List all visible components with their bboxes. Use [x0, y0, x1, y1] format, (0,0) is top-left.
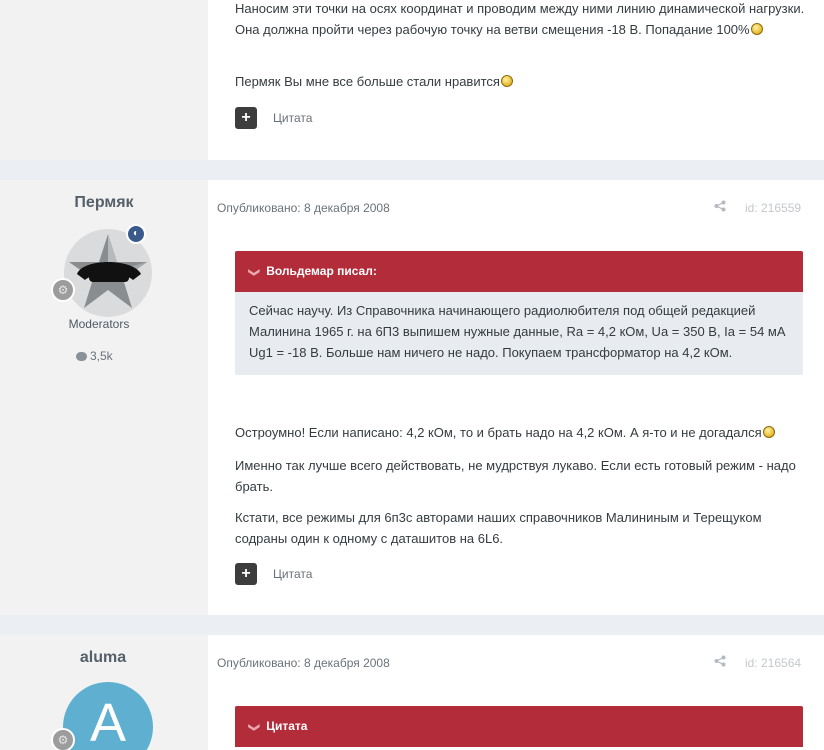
grin-emoji-icon — [751, 23, 763, 35]
shield-icon: ◐ — [126, 224, 146, 244]
post-paragraph: Кстати, все режимы для 6п3с авторами наших справочников Малининым и Терещуком содраны один к одному с даташитов на 6L6. — [235, 510, 762, 546]
avatar[interactable] — [57, 682, 153, 750]
post-paragraph: Именно так лучше всего действовать, не мудрствуя лукаво. Если есть готовый режим - надо брать. — [235, 458, 796, 494]
quote-body: Сейчас научу. Из Справочника начинающего радиолюбителя под общей редакцией Малинина 1965 г. на 6П3 выпишем нужные данные, Ra = 4,2 кОм, Ua = 350 В, Ia = 54 мА Ug1 = -18 В. Больше нам ничего не надо. Покупаем трансформатор на 4,2 кОм. — [235, 292, 803, 375]
quote-button[interactable]: Цитата — [273, 567, 313, 581]
post-date[interactable]: Опубликовано: 8 декабря 2008 — [217, 201, 390, 215]
chevron-down-icon: ❯ — [248, 722, 261, 733]
speech-bubble-icon — [76, 352, 87, 361]
share-icon[interactable] — [714, 655, 726, 670]
quote-header[interactable]: ❯ Вольдемар писал: — [235, 251, 803, 292]
grin-emoji-icon — [501, 75, 513, 87]
author-name[interactable]: aluma — [79, 649, 127, 666]
add-reaction-button[interactable]: + — [235, 107, 257, 129]
post-paragraph: Наносим эти точки на осях координат и проводим между ними линию динамической нагрузки. Она должна пройти через рабочую точку на ветви смещения -18 В. Попадание 100% — [235, 1, 805, 37]
add-reaction-button[interactable]: + — [235, 563, 257, 585]
gear-icon: ⚙ — [51, 278, 75, 302]
post-paragraph: Пермяк Вы мне все больше стали нравится — [235, 71, 805, 92]
avatar-letter: A — [89, 693, 127, 750]
quote-button[interactable]: Цитата — [273, 111, 313, 125]
post-author-panel — [0, 0, 208, 160]
post-content — [208, 180, 824, 615]
post-count: 3,5k — [76, 349, 113, 363]
gear-icon: ⚙ — [51, 728, 75, 750]
user-group: Moderators — [68, 317, 130, 331]
share-icon[interactable] — [714, 200, 726, 215]
post-date[interactable]: Опубликовано: 8 декабря 2008 — [217, 656, 390, 670]
quote-header[interactable]: ❯ Цитата — [235, 706, 803, 747]
confused-emoji-icon — [763, 426, 775, 438]
avatar[interactable] — [57, 228, 153, 318]
quote-block — [235, 251, 803, 375]
quote-block — [235, 706, 803, 747]
chevron-down-icon: ❯ — [248, 267, 261, 278]
post-id[interactable]: id: 216559 — [745, 201, 802, 215]
post-paragraph: Остроумно! Если написано: 4,2 кОм, то и брать надо на 4,2 кОм. А я-то и не догадался — [235, 422, 805, 443]
author-name[interactable]: Пермяк — [74, 194, 134, 211]
post-id[interactable]: id: 216564 — [745, 656, 802, 670]
